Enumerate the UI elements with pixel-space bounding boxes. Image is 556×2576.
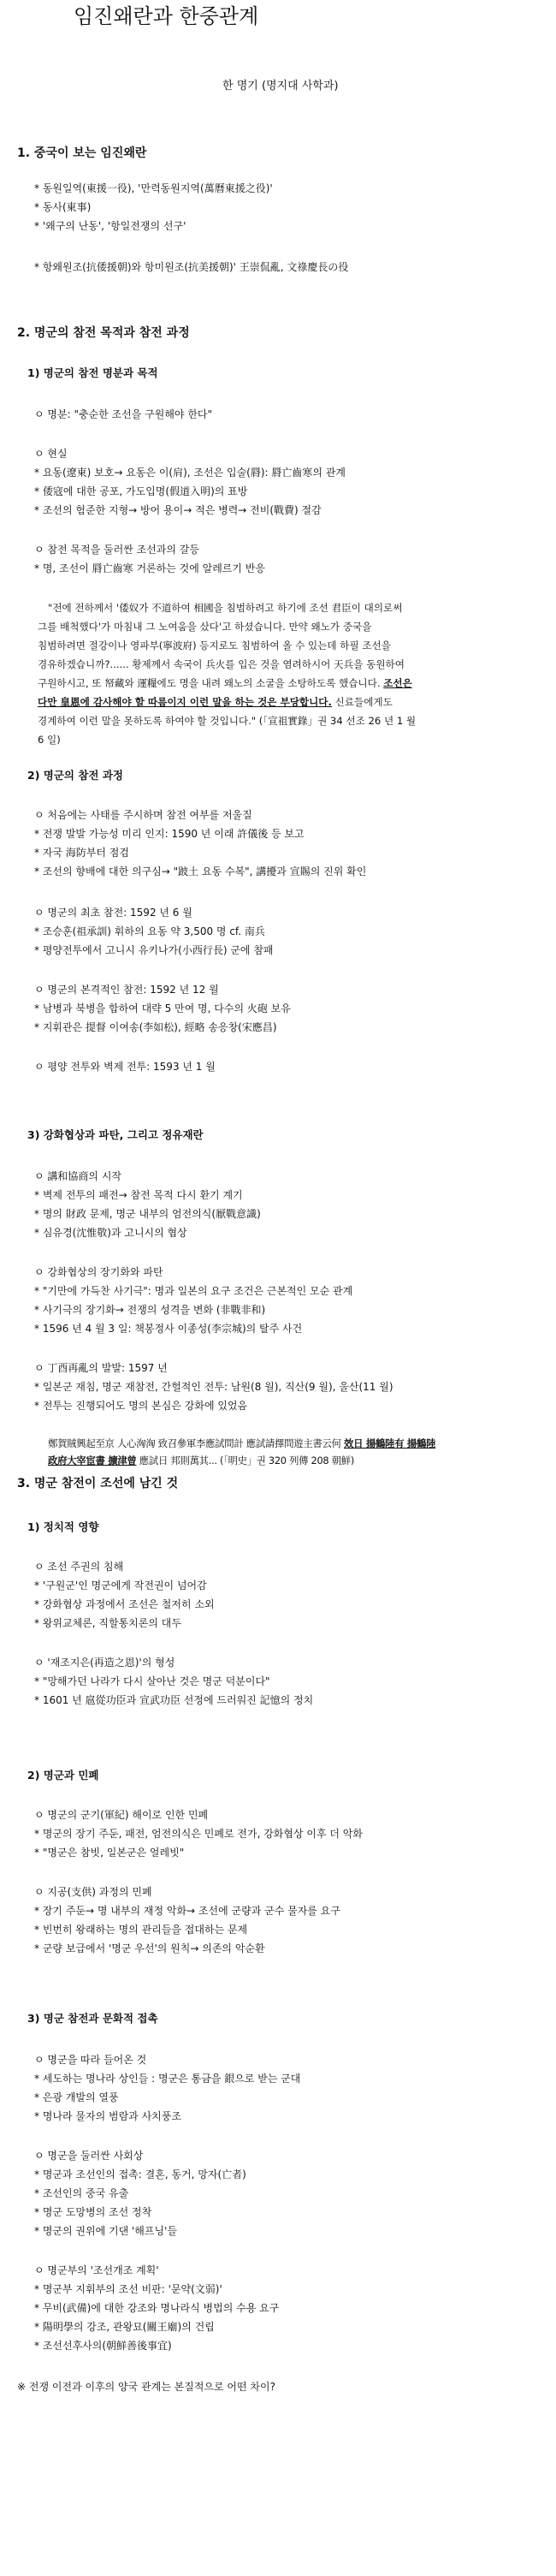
list-item: * "명군은 참빗, 일본군은 얼레빗" [34, 1847, 185, 1859]
list-item: * 조선의 험준한 지형→ 방어 용이→ 적은 병력→ 전비(戰費) 절감 [34, 504, 322, 516]
list-item: * "기만에 가득찬 사기극": 명과 일본의 요구 조건은 근본적인 모순 관계 [34, 1285, 353, 1297]
quote-line: 침범하려면 절강이나 영파부(寧波府) 등지로도 침범하여 올 수 있는데 하필 조선을 [38, 640, 391, 651]
list-item: ㅇ 丁酉再亂의 발발: 1597 년 [34, 1362, 168, 1374]
subsection-heading: 3) 명군 참전과 문화적 접촉 [27, 2012, 158, 2025]
section-heading: 3. 명군 참전이 조선에 남긴 것 [17, 1477, 179, 1490]
list-item: ㅇ 처음에는 사태를 주시하며 참전 여부를 저울질 [34, 809, 252, 821]
quote-line [38, 695, 393, 709]
quote-emphasis: 다만 皇恩에 감사해야 할 따름이지 이런 말을 하는 것은 부당합니다. [38, 696, 332, 708]
list-item: ㅇ 명군의 군기(軍紀) 해이로 인한 민폐 [34, 1809, 209, 1821]
list-item: ㅇ '재조지은(再造之恩)'의 형성 [34, 1657, 175, 1669]
quote-line: 그를 배척했다'가 마침내 그 노여움을 샀다'고 하셨습니다. 만약 왜노가 중국을 [38, 621, 372, 633]
list-item: ㅇ 명군을 따라 들어온 것 [34, 2054, 147, 2066]
list-item: * '왜구의 난동', '항일전쟁의 선구' [34, 220, 186, 232]
list-item: * 세도하는 명나라 상인들 : 명군은 통금을 銀으로 받는 군대 [34, 2073, 301, 2085]
list-item: * 동원일역(東援一役), '만력동원지역(萬曆東援之役)' [34, 182, 273, 194]
list-item: ㅇ 강화협상의 장기화와 파탄 [34, 1266, 163, 1278]
list-item: * 명군의 장기 주둔, 패전, 엄전의식은 민폐로 전가, 강화협상 이후 더 악화 [34, 1828, 363, 1840]
list-item: * 조승훈(祖承訓) 휘하의 요동 약 3,500 명 cf. 南兵 [34, 925, 265, 937]
list-item: * 명군의 권위에 기댄 '해프닝'들 [34, 2225, 177, 2237]
source-note-text: 鄭賀賊興起至京 人心洶洶 致召參軍李應試問計 應試請擇問遊主書云何 [48, 1437, 345, 1449]
list-item: * 벽제 전투의 패전→ 참전 목적 다시 환기 계기 [34, 1189, 243, 1201]
list-item: * 평양전투에서 고니시 유키나가(小西行長) 군에 참패 [34, 944, 274, 956]
list-item: * 陽明學의 강조, 관왕묘(關王廟)의 건립 [34, 2321, 215, 2333]
list-item: * 명군 도망병의 조선 정착 [34, 2206, 152, 2218]
list-item: ㅇ 평양 전투와 벽제 전투: 1593 년 1 월 [34, 1061, 216, 1073]
quote-text: 신료들에게도 [331, 696, 393, 708]
list-item: * 남병과 북병을 합하여 대략 5 만여 명, 다수의 火砲 보유 [34, 1002, 291, 1014]
list-item: * 전쟁 발발 가능성 미리 인지: 1590 년 이래 許儀後 등 보고 [34, 828, 305, 840]
list-item: * 명군부 지휘부의 조선 비판: '문약(文弱)' [34, 2283, 222, 2295]
source-note [48, 1437, 435, 1450]
list-item: ㅇ 명분: "충순한 조선을 구원해야 한다" [34, 408, 213, 420]
list-item: * 지휘관은 提督 이여송(李如松), 經略 송응창(宋應昌) [34, 1021, 277, 1033]
list-item: * 1596 년 4 월 3 일: 책봉정사 이종성(李宗城)의 탈주 사건 [34, 1323, 303, 1335]
quote-line: 경계하여 이런 말을 못하도록 하여야 할 것입니다." (「宣祖實錄」권 34 선조 26 년 1 월 [38, 715, 417, 727]
closing-question: ※ 전쟁 이전과 이후의 양국 관계는 본질적으로 어떤 차이? [17, 2381, 275, 2393]
list-item: ㅇ 지공(支供) 과정의 민폐 [34, 1886, 152, 1898]
source-note-emphasis: 政府大宰宦書 擴津曾 [48, 1455, 137, 1466]
subsection-heading: 3) 강화협상과 파탄, 그리고 정유재란 [27, 1128, 204, 1141]
document-title: 임진왜란과 한중관계 [74, 4, 259, 28]
list-item: * 요동(遼東) 보호→ 요동은 이(肩), 조선은 입술(脣): 脣亡齒寒의 관계 [34, 467, 346, 479]
list-item: * 심유경(沈惟敬)과 고니시의 협상 [34, 1227, 187, 1239]
list-item: * 군량 보급에서 '명군 우선'의 원칙→ 의존의 악순환 [34, 1942, 265, 1954]
list-item: * 조선인의 중국 유출 [34, 2187, 129, 2199]
source-note [48, 1454, 354, 1467]
list-item: * 항왜원조(抗倭援朝)와 항미원조(抗美援朝)' 王崇侃亂, 文祿慶長の役 [34, 261, 349, 273]
subsection-heading: 2) 명군과 민폐 [27, 1769, 99, 1782]
list-item: * 동사(東事) [34, 201, 92, 213]
list-item: ㅇ 講和協商의 시작 [34, 1170, 121, 1182]
list-item: * 은광 개발의 열풍 [34, 2091, 119, 2103]
list-item: ㅇ 조선 주권의 침해 [34, 1561, 124, 1573]
subsection-heading: 1) 정치적 영향 [27, 1520, 99, 1533]
list-item: * 무비(武備)에 대한 강조와 명나라식 병법의 수용 요구 [34, 2302, 280, 2314]
list-item: * 사기극의 장기화→ 전쟁의 성격을 변화 (非戰非和) [34, 1304, 266, 1316]
list-item: * 일본군 재침, 명군 재참전, 간헐적인 전투: 남원(8 월), 직산(9 월), 울산(11 월) [34, 1381, 393, 1393]
quote-line: "전에 전하께서 '倭奴가 不道하여 相國을 침범하려고 하기에 조선 君臣이 대의로써 [48, 602, 403, 614]
list-item: * 명나라 물자의 범람과 사치풍조 [34, 2110, 181, 2122]
list-item: * 조선선후사의(朝鮮善後事宜) [34, 2340, 172, 2352]
list-item: * 장기 주둔→ 명 내부의 재정 악화→ 조선에 군량과 군수 물자를 요구 [34, 1905, 340, 1917]
list-item: * 자국 海防부터 점검 [34, 847, 129, 859]
list-item: * 명군과 조선인의 접촉: 결혼, 동거, 망자(亡者) [34, 2168, 246, 2180]
list-item: ㅇ 명군부의 '조선개조 계획' [34, 2264, 159, 2276]
source-note-text: 應試日 邦則萬其... (「明史」권 320 列傳 208 朝鮮) [136, 1455, 355, 1466]
list-item: * 1601 년 扈從功臣과 宣武功臣 선정에 드러워진 記憶의 정치 [34, 1694, 314, 1706]
list-item: ㅇ 참전 목적을 둘러싼 조선과의 갈등 [34, 544, 199, 556]
list-item: * 전투는 진행되어도 명의 본심은 강화에 있었음 [34, 1400, 248, 1412]
list-item: * 명의 財政 문제, 명군 내부의 엄전의식(厭戰意識) [34, 1208, 261, 1220]
list-item: * 倭寇에 대한 공포, 가도입명(假道入明)의 표방 [34, 485, 248, 497]
list-item: ㅇ 현실 [34, 448, 68, 460]
list-item: * '구원군'인 명군에게 작전권이 넘어감 [34, 1580, 207, 1591]
list-item: ㅇ 명군의 본격적인 참전: 1592 년 12 월 [34, 984, 219, 996]
author-line: 한 명기 (명지대 사학과) [222, 80, 339, 92]
list-item: * 왕위교체론, 직할통치론의 대두 [34, 1617, 181, 1629]
quote-citation: 6 일) [38, 734, 61, 746]
list-item: * 조선의 향배에 대한 의구심→ "跛土 요동 수복", 講擾과 宣賜의 진위 확인 [34, 866, 367, 878]
section-heading: 1. 중국이 보는 임진왜란 [17, 146, 147, 160]
list-item: ㅇ 명군의 최초 참전: 1592 년 6 월 [34, 907, 192, 919]
list-item: * 빈번히 왕래하는 명의 관리들을 접대하는 문제 [34, 1924, 248, 1936]
source-note-emphasis: 效日 揚鶴陸有 揚鶴陸 [344, 1437, 436, 1449]
quote-line [38, 676, 412, 690]
quote-line: 경유하겠습니까?...... 황제께서 속국이 兵火를 입은 것을 염려하시어 天兵을 동원하여 [38, 658, 405, 670]
section-heading: 2. 명군의 참전 목적과 참전 과정 [17, 326, 190, 340]
list-item: ㅇ 명군을 둘러싼 사회상 [34, 2150, 144, 2162]
subsection-heading: 1) 명군의 참전 명분과 목적 [27, 366, 158, 379]
list-item: * 명, 조선이 脣亡齒寒 거론하는 것에 알레르기 반응 [34, 562, 265, 574]
list-item: * "망해가던 나라가 다시 살아난 것은 명군 덕분이다" [34, 1675, 270, 1687]
quote-emphasis: 조선은 [383, 677, 412, 689]
list-item: * 강화협상 과정에서 조선은 철저히 소외 [34, 1598, 215, 1610]
quote-text: 구원하시고, 또 帑藏와 運糧에도 명을 내려 왜노의 소굴을 소탕하도록 했습니다. [38, 677, 384, 689]
subsection-heading: 2) 명군의 참전 과정 [27, 769, 123, 782]
